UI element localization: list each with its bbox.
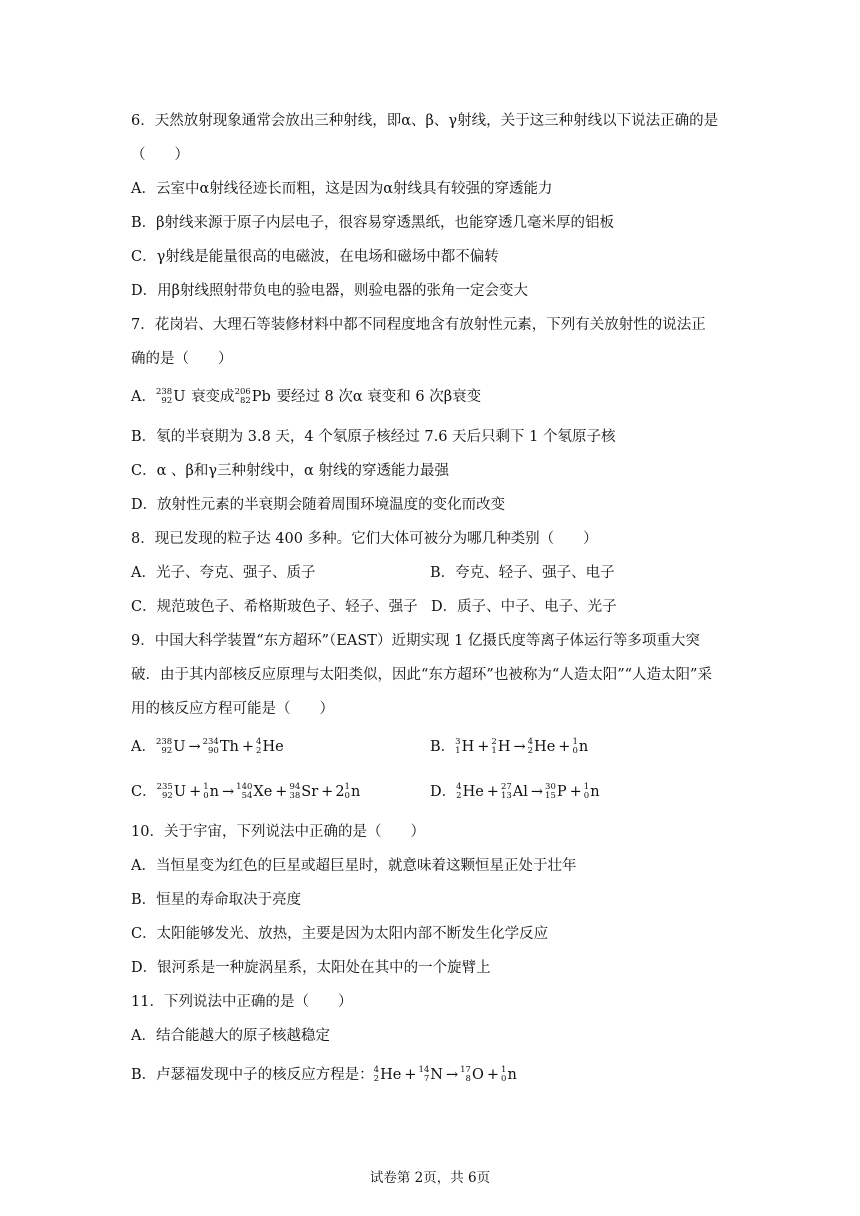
nuclide-n1: 1 0 n bbox=[344, 782, 361, 801]
q9-stem-line2: 破．由于其内部核反应原理与太阳类似，因此“东方超环”也被称为“人造太阳”“人造太阳”采 bbox=[131, 667, 712, 683]
q8-option-a: A．光子、夸克、强子、质子 bbox=[131, 565, 316, 581]
nuclide-he4: 4 2 He bbox=[256, 737, 284, 756]
nuclide-h2: 2 1 H bbox=[491, 737, 511, 756]
q10-option-a: A．当恒星变为红色的巨星或超巨星时，就意味着这颗恒星正处于壮年 bbox=[131, 858, 577, 874]
q8-option-c: C．规范玻色子、希格斯玻色子、轻子、强子 bbox=[131, 599, 418, 615]
q7-option-c: C．α 、β和γ三种射线中，α 射线的穿透能力最强 bbox=[131, 463, 449, 479]
q8-option-d: D．质子、中子、电子、光子 bbox=[431, 599, 617, 615]
nuclide-u235: 235 92 U bbox=[156, 782, 187, 801]
q9-option-a: A． 238 92 U → 234 90 Th + 4 2 He bbox=[131, 737, 284, 756]
nuclide-sr94: 94 38 Sr bbox=[289, 782, 319, 801]
q9-option-c: C． 235 92 U + 1 0 n → 140 54 Xe + 94 38 Sr + 2 1 0 n bbox=[131, 782, 361, 801]
nuclide-pb206: 206 82 Pb bbox=[234, 387, 271, 406]
nuclide-n1: 1 0 n bbox=[572, 737, 589, 756]
nuclide-n14: 14 7 N bbox=[418, 1065, 443, 1084]
q9-stem-line3: 用的核反应方程可能是（ ） bbox=[131, 701, 334, 717]
q7-a-prefix: A． bbox=[131, 389, 156, 405]
q6-option-b: B．β射线来源于原子内层电子，很容易穿透黑纸，也能穿透几毫米厚的铝板 bbox=[131, 215, 615, 231]
nuclide-u238: 238 92 U bbox=[155, 387, 186, 406]
q6-stem-line2: （ ） bbox=[131, 147, 189, 163]
q8-stem: 8．现已发现的粒子达 400 多种。它们大体可被分为哪几种类别（ ） bbox=[131, 531, 598, 547]
q7-option-b: B．氡的半衰期为 3.8 天，4 个氡原子核经过 7.6 天后只剩下 1 个氡原子核 bbox=[131, 429, 616, 445]
nuclide-n1: 1 0 n bbox=[203, 782, 219, 801]
q7-option-d: D．放射性元素的半衰期会随着周围环境温度的变化而改变 bbox=[131, 497, 506, 513]
q11-stem: 11．下列说法中正确的是（ ） bbox=[131, 994, 353, 1010]
q11-option-b: B．卢瑟福发现中子的核反应方程是： 4 2 He + 14 7 N → 17 8 O + 1 0 n bbox=[131, 1065, 517, 1084]
nuclide-th234: 234 90 Th bbox=[202, 737, 239, 756]
q8-option-b: B．夸克、轻子、强子、电子 bbox=[430, 565, 615, 581]
nuclide-he4: 4 2 He bbox=[527, 737, 556, 756]
q6-option-d: D．用β射线照射带负电的验电器，则验电器的张角一定会变大 bbox=[131, 283, 529, 299]
q7-option-a bbox=[131, 387, 481, 407]
q7-a-suffix: 要经过 8 次α 衰变和 6 次β衰变 bbox=[276, 389, 482, 405]
q9-stem-line1: 9．中国大科学装置“东方超环”（EAST）近期实现 1 亿摄氏度等离子体运行等多项重大突 bbox=[131, 633, 700, 649]
q7-a-mid: 衰变成 bbox=[191, 389, 235, 405]
q10-option-c: C．太阳能够发光、放热，主要是因为太阳内部不断发生化学反应 bbox=[131, 926, 549, 942]
nuclide-u238: 238 92 U bbox=[155, 737, 186, 756]
q7-stem-line2: 确的是（ ） bbox=[131, 351, 233, 367]
q6-option-a: A．云室中α射线径迹长而粗，这是因为α射线具有较强的穿透能力 bbox=[131, 181, 553, 197]
q6-stem-line1: 6．天然放射现象通常会放出三种射线，即α、β、γ射线，关于这三种射线以下说法正确的是 bbox=[131, 113, 719, 129]
nuclide-p30: 30 15 P bbox=[545, 782, 567, 801]
q10-stem: 10．关于宇宙，下列说法中正确的是（ ） bbox=[131, 824, 425, 840]
nuclide-n1: 1 0 n bbox=[501, 1065, 517, 1084]
q10-option-b: B．恒星的寿命取决于亮度 bbox=[131, 892, 302, 908]
nuclide-he4: 4 2 He bbox=[373, 1065, 402, 1084]
nuclide-h3: 3 1 H bbox=[455, 737, 475, 756]
q9-option-d: D． 4 2 He + 27 13 Al → 30 15 P + 1 0 n bbox=[430, 782, 600, 801]
q11-option-a: A．结合能越大的原子核越稳定 bbox=[131, 1028, 330, 1044]
nuclide-o17: 17 8 O bbox=[460, 1065, 484, 1084]
page-footer: 试卷第 2页，共 6页 bbox=[369, 1170, 491, 1186]
q7-stem-line1: 7．花岗岩、大理石等装修材料中都不同程度地含有放射性元素，下列有关放射性的说法正 bbox=[131, 317, 706, 333]
q10-option-d: D．银河系是一种旋涡星系，太阳处在其中的一个旋臂上 bbox=[131, 960, 491, 976]
q6-option-c: C．γ射线是能量很高的电磁波，在电场和磁场中都不偏转 bbox=[131, 249, 499, 265]
nuclide-al27: 27 13 Al bbox=[500, 782, 528, 801]
nuclide-he4: 4 2 He bbox=[456, 782, 484, 801]
nuclide-xe140: 140 54 Xe bbox=[236, 782, 273, 801]
q9-option-b: B． 3 1 H + 2 1 H → 4 2 He + 1 0 n bbox=[430, 737, 589, 756]
nuclide-n1: 1 0 n bbox=[583, 782, 600, 801]
